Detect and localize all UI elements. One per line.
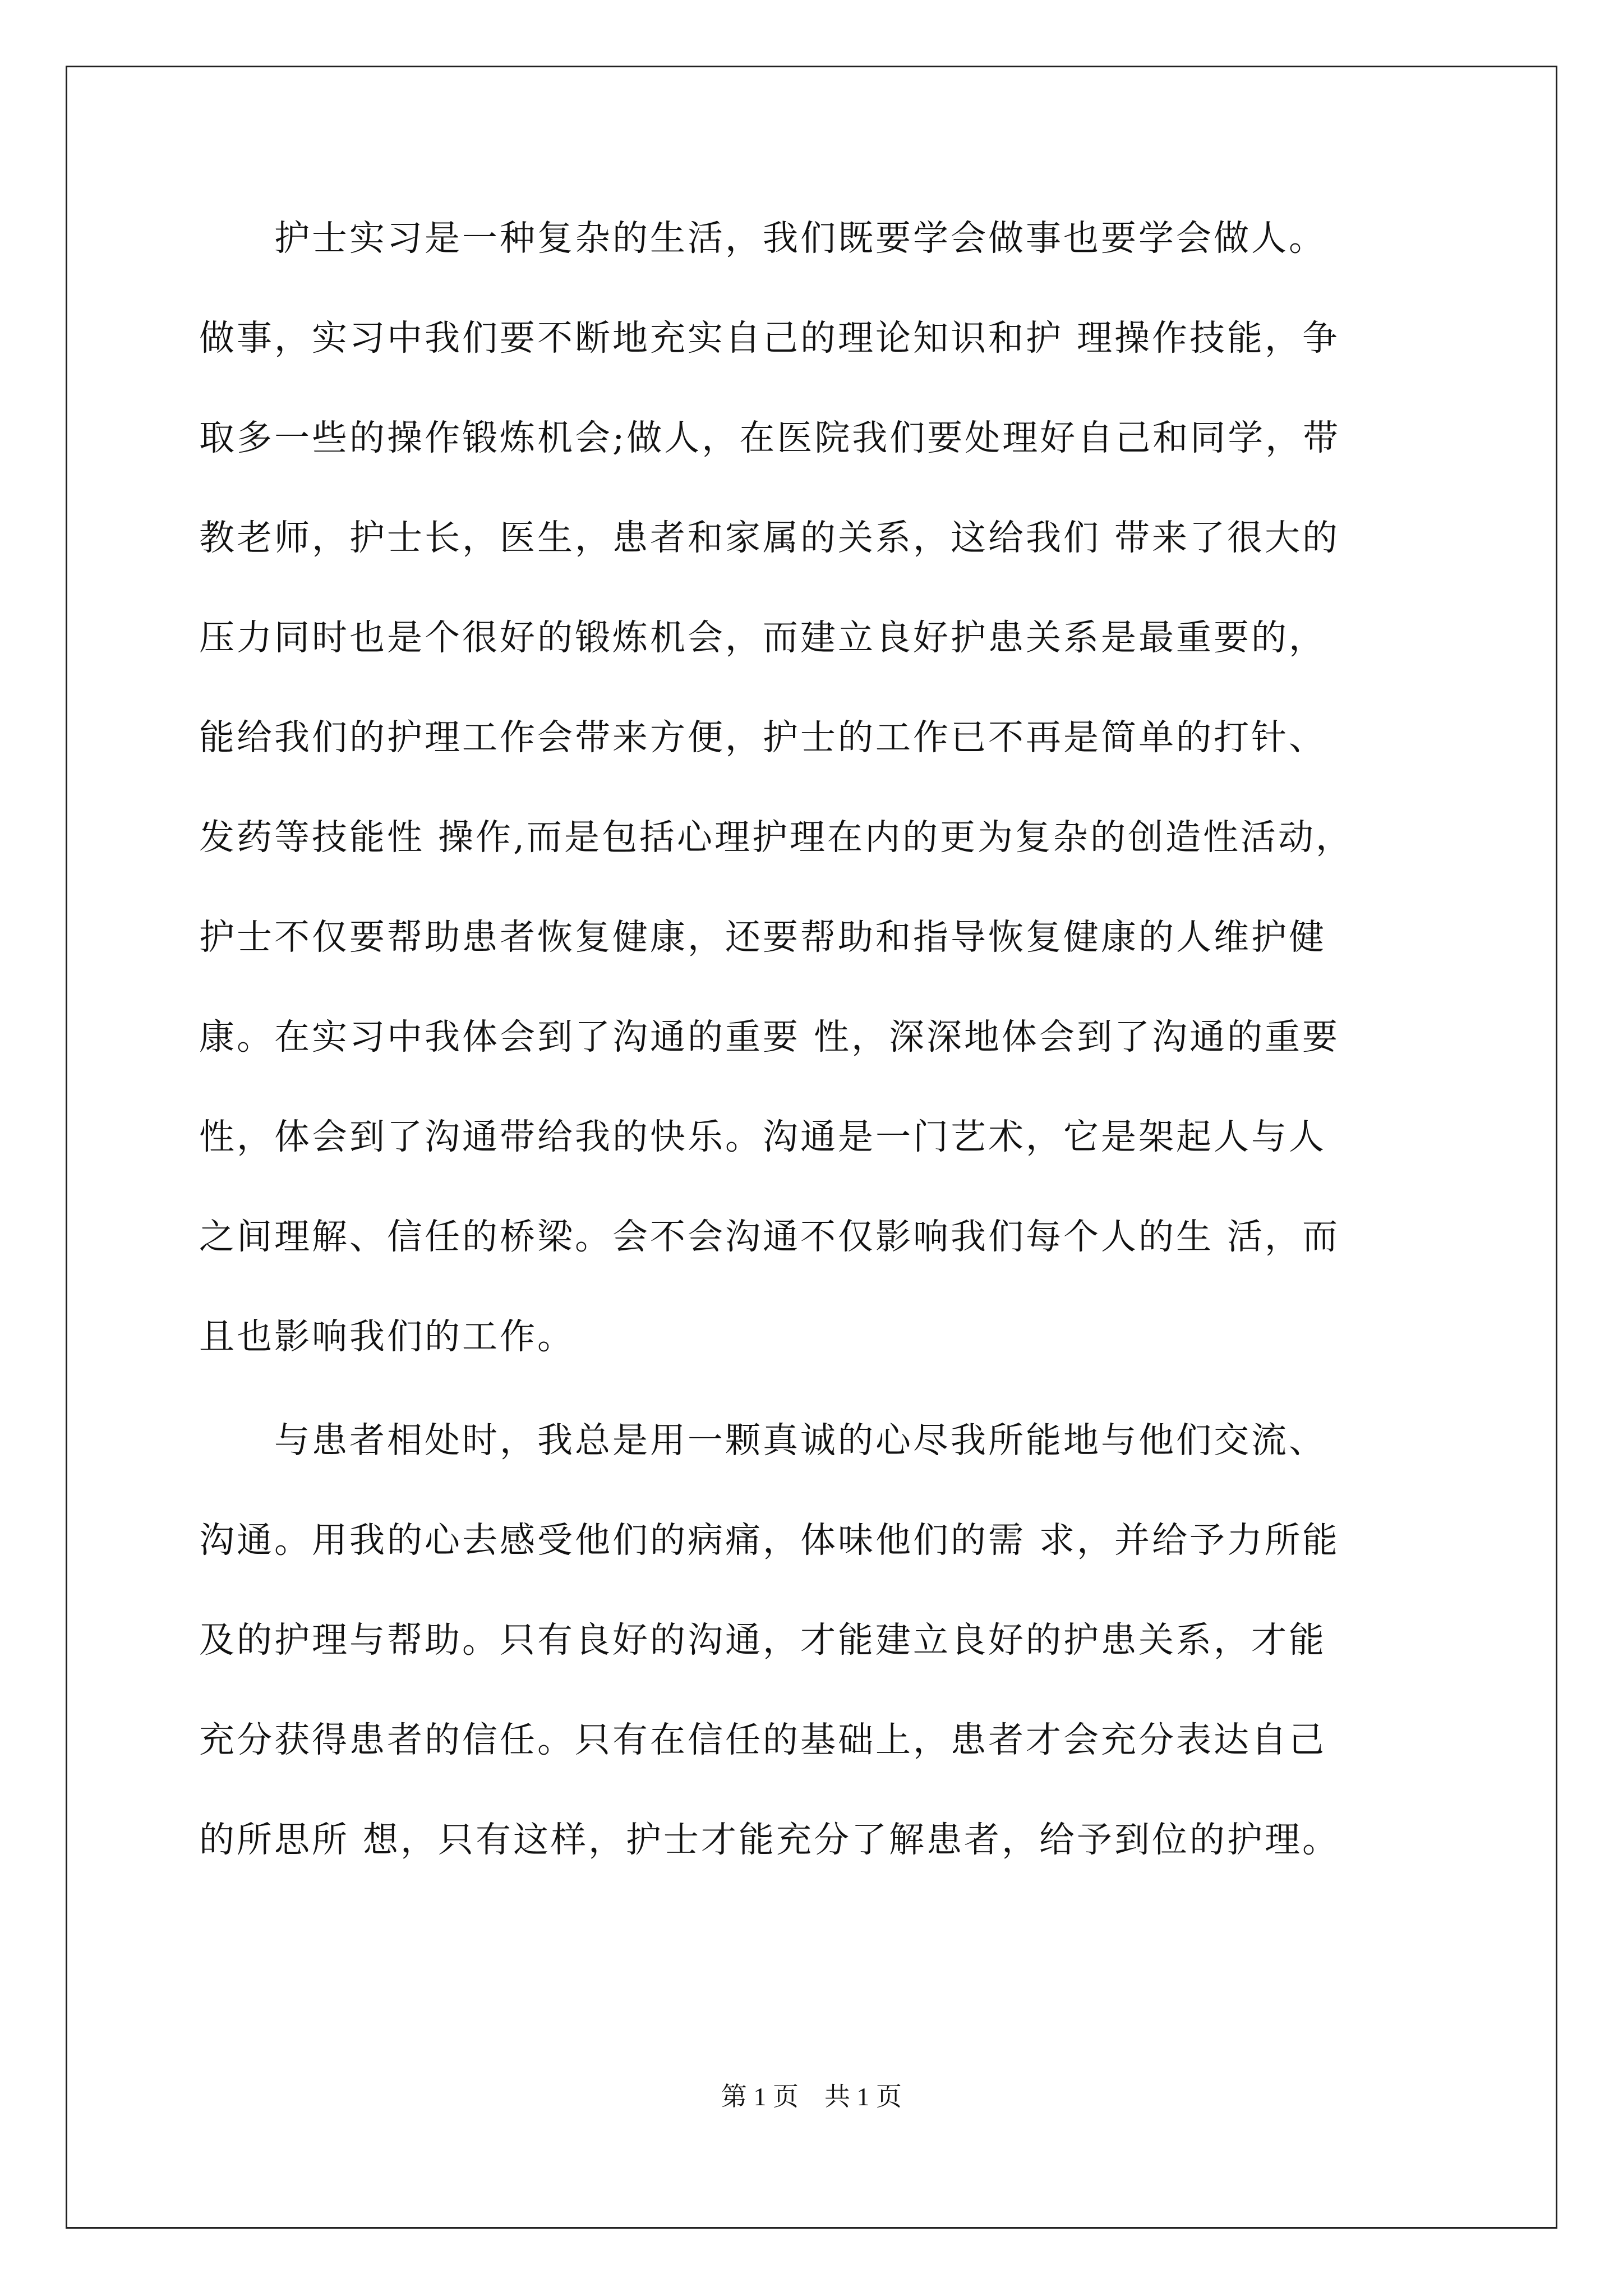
paragraph-1-line-12: 且也影响我们的工作。 [199, 1316, 575, 1357]
paragraph-1-line-8: 护士不仅要帮助患者恢复健康，还要帮助和指导恢复健康的人维护健 [199, 917, 1326, 958]
page-number-footer: 第 1 页 共 1 页 [721, 2082, 902, 2111]
paragraph-1-line-4: 教老师，护士长，医生，患者和家属的关系，这给我们 带来了很大的 [199, 517, 1340, 558]
paragraph-1-line-2: 做事，实习中我们要不断地充实自己的理论知识和护 理操作技能，争 [199, 318, 1340, 358]
paragraph-2-line-1: 与患者相处时，我总是用一颗真诚的心尽我所能地与他们交流、 [199, 1420, 1326, 1461]
paragraph-2-line-3: 及的护理与帮助。只有良好的沟通，才能建立良好的护患关系，才能 [199, 1619, 1326, 1660]
paragraph-2-line-5: 的所思所 想，只有这样，护士才能充分了解患者，给予到位的护理。 [199, 1819, 1340, 1860]
paragraph-1-line-7: 发药等技能性 操作,而是包括心理护理在内的更为复杂的创造性活动， [199, 817, 1354, 858]
paragraph-1-line-10: 性，体会到了沟通带给我的快乐。沟通是一门艺术，它是架起人与人 [199, 1116, 1326, 1157]
paragraph-2-line-2: 沟通。用我的心去感受他们的病痛，体味他们的需 求，并给予力所能 [199, 1520, 1340, 1561]
paragraph-1-line-1: 护士实习是一种复杂的生活，我们既要学会做事也要学会做人。 [199, 218, 1326, 259]
paragraph-1-line-6: 能给我们的护理工作会带来方便，护士的工作已不再是简单的打针、 [199, 717, 1326, 758]
paragraph-1-line-9: 康。在实习中我体会到了沟通的重要 性，深深地体会到了沟通的重要 [199, 1016, 1340, 1057]
paragraph-1-line-5: 压力同时也是个很好的锻炼机会，而建立良好护患关系是最重要的， [199, 617, 1326, 658]
paragraph-1-line-3: 取多一些的操作锻炼机会;做人，在医院我们要处理好自己和同学，带 [199, 417, 1341, 458]
paragraph-2-line-4: 充分获得患者的信任。只有在信任的基础上，患者才会充分表达自己 [199, 1719, 1326, 1760]
paragraph-1-line-11: 之间理解、信任的桥梁。会不会沟通不仅影响我们每个人的生 活，而 [199, 1216, 1340, 1257]
